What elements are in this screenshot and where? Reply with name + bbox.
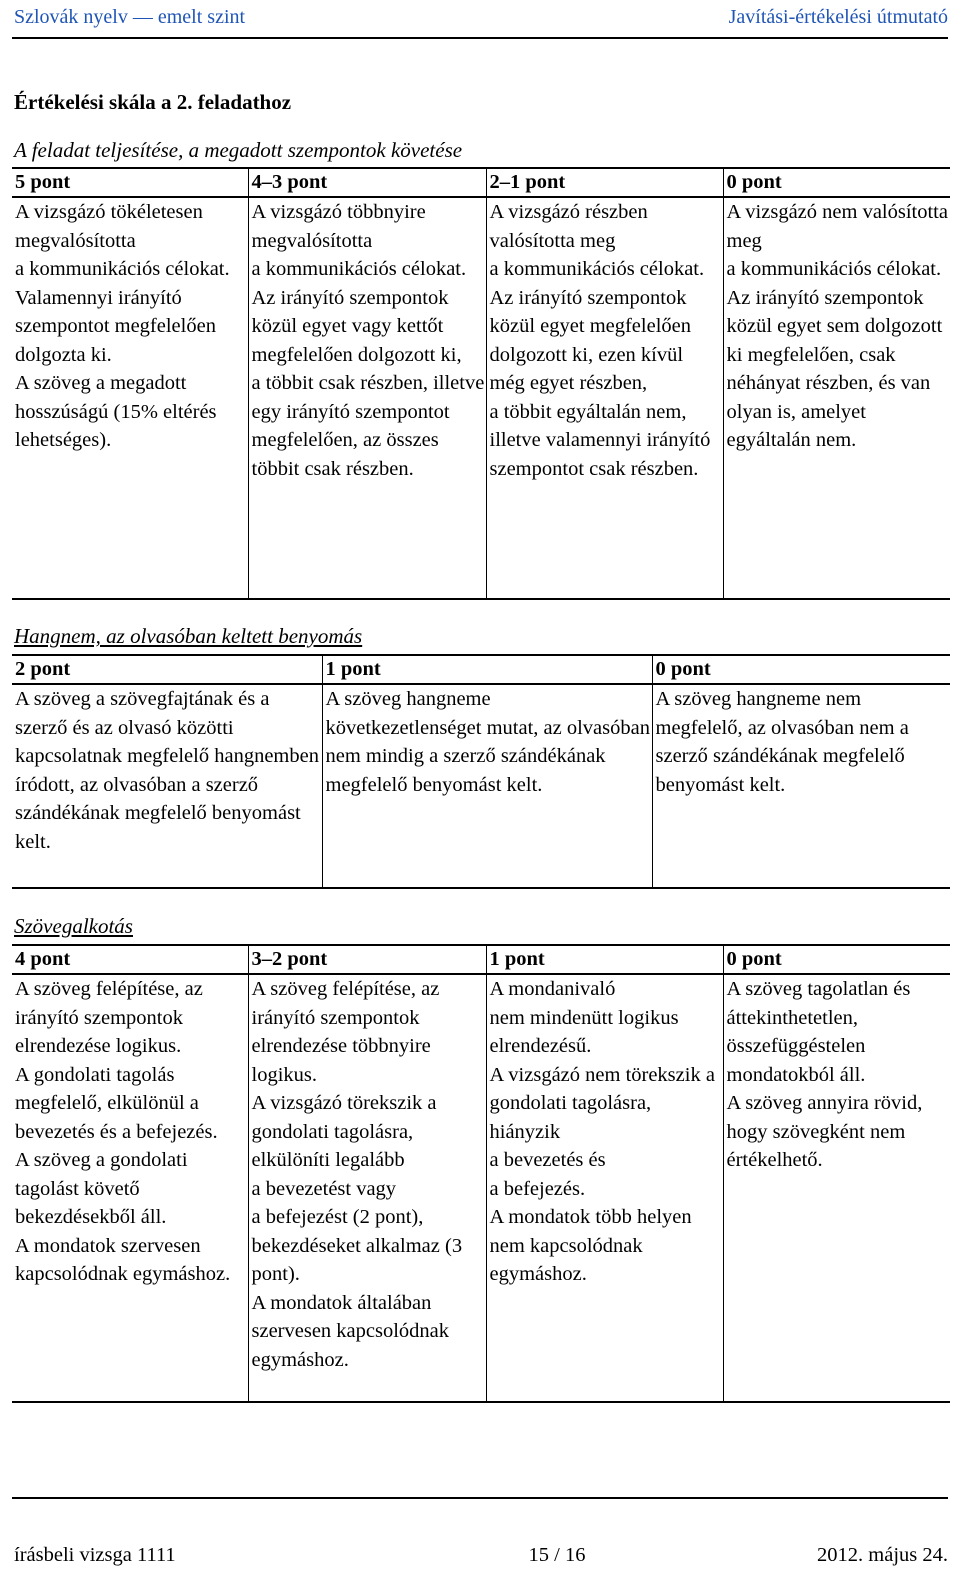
column-header: 4–3 pont (248, 168, 486, 197)
table-cell: A mondanivaló nem mindenütt logikus elrendezésű. A vizsgázó nem törekszik a gondolati tagolásra, hiányzik a bevezetés és a befejezés. A mondatok több helyen nem kapcsolódnak egymáshoz. (489, 978, 715, 1285)
column-header: 3–2 pont (248, 945, 486, 974)
column-header: 2 pont (12, 655, 322, 684)
table-row (12, 684, 950, 888)
page-number: 15 / 16 (528, 1544, 586, 1566)
table-header-row (12, 168, 950, 197)
table-cell: A vizsgázó többnyire megvalósította a kommunikációs célokat. Az irányító szempontok közül egyet vagy kettőt megfelelően dolgozott ki, a többit csak részben, illetve egy irányító szempontot megfelelően, az összes többit csak részben. (251, 201, 485, 480)
table-row (12, 197, 950, 599)
column-header: 0 pont (723, 168, 950, 197)
column-header: 4 pont (12, 945, 248, 974)
section2-subtitle: Hangnem, az olvasóban keltett benyomás (14, 624, 363, 648)
table-cell: A szöveg tagolatlan és áttekinthetetlen, összefüggéstelen mondatokból áll. A szöveg annyira rövid, hogy szövegként nem értékelhető. (726, 978, 923, 1171)
column-header: 0 pont (723, 945, 950, 974)
table-cell: A szöveg felépítése, az irányító szempontok elrendezése logikus. A gondolati tagolás megfelelő, elkülönül a bevezetés és a befejezés. A szöveg a gondolati tagolást követő bekezdésekből áll. A mondatok szervesen kapcsolódnak egymáshoz. (15, 978, 231, 1285)
header-right: Javítási-értékelési útmutató (728, 5, 948, 28)
page-footer (14, 1541, 948, 1570)
footer-date: 2012. május 24. (817, 1544, 948, 1566)
section1-table (12, 167, 950, 600)
table-cell: A vizsgázó részben valósította meg a kommunikációs célokat. Az irányító szempontok közül egyet megfelelően dolgozott ki, ezen kívül még egyet részben, a többit egyáltalán nem, illetve valamennyi irányító szempontot csak részben. (489, 201, 711, 480)
section3-subtitle: Szövegalkotás (14, 914, 133, 938)
column-header: 1 pont (322, 655, 652, 684)
table-cell: A szöveg hangneme nem megfelelő, az olvasóban nem a szerző szándékának megfelelő benyomást kelt. (655, 688, 909, 796)
footer-left: írásbeli vizsga 1111 (14, 1544, 176, 1566)
table-cell: A szöveg hangneme következetlenséget mutat, az olvasóban nem mindig a szerző szándékának megfelelő benyomást kelt. (325, 688, 650, 796)
footer-rule (12, 1497, 948, 1499)
table-row (12, 974, 950, 1402)
table-cell: A szöveg felépítése, az irányító szempontok elrendezése többnyire logikus. A vizsgázó törekszik a gondolati tagolásra, elkülöníti legalább a bevezetést vagy a befejezést (2 pont), bekezdéseket alkalmaz (3 pont). A mondatok általában szervesen kapcsolódnak egymáshoz. (251, 978, 463, 1371)
table-cell: A vizsgázó nem valósította meg a kommunikációs célokat. Az irányító szempontok közül egyet sem dolgozott ki megfelelően, csak néhányat részben, és van olyan is, amelyet egyáltalán nem. (726, 201, 948, 451)
table-cell: A szöveg a szövegfajtának és a szerző és az olvasó közötti kapcsolatnak megfelelő hangnemben íródott, az olvasóban a szerző szándékának megfelelő benyomást kelt. (15, 688, 319, 853)
page-title: Értékelési skála a 2. feladathoz (14, 90, 292, 114)
page-header (14, 2, 948, 32)
section3-table (12, 944, 950, 1403)
section2-table (12, 654, 950, 889)
table-header-row (12, 945, 950, 974)
column-header: 2–1 pont (486, 168, 723, 197)
column-header: 0 pont (652, 655, 950, 684)
column-header: 5 pont (12, 168, 248, 197)
header-left: Szlovák nyelv — emelt szint (14, 5, 246, 28)
section1-subtitle: A feladat teljesítése, a megadott szempontok követése (14, 138, 463, 162)
table-header-row (12, 655, 950, 684)
column-header: 1 pont (486, 945, 723, 974)
table-cell: A vizsgázó tökéletesen megvalósította a kommunikációs célokat. Valamennyi irányító szempontot megfelelően dolgozta ki. A szöveg a megadott hosszúságú (15% eltérés lehetséges). (15, 201, 230, 451)
header-rule (12, 37, 948, 39)
